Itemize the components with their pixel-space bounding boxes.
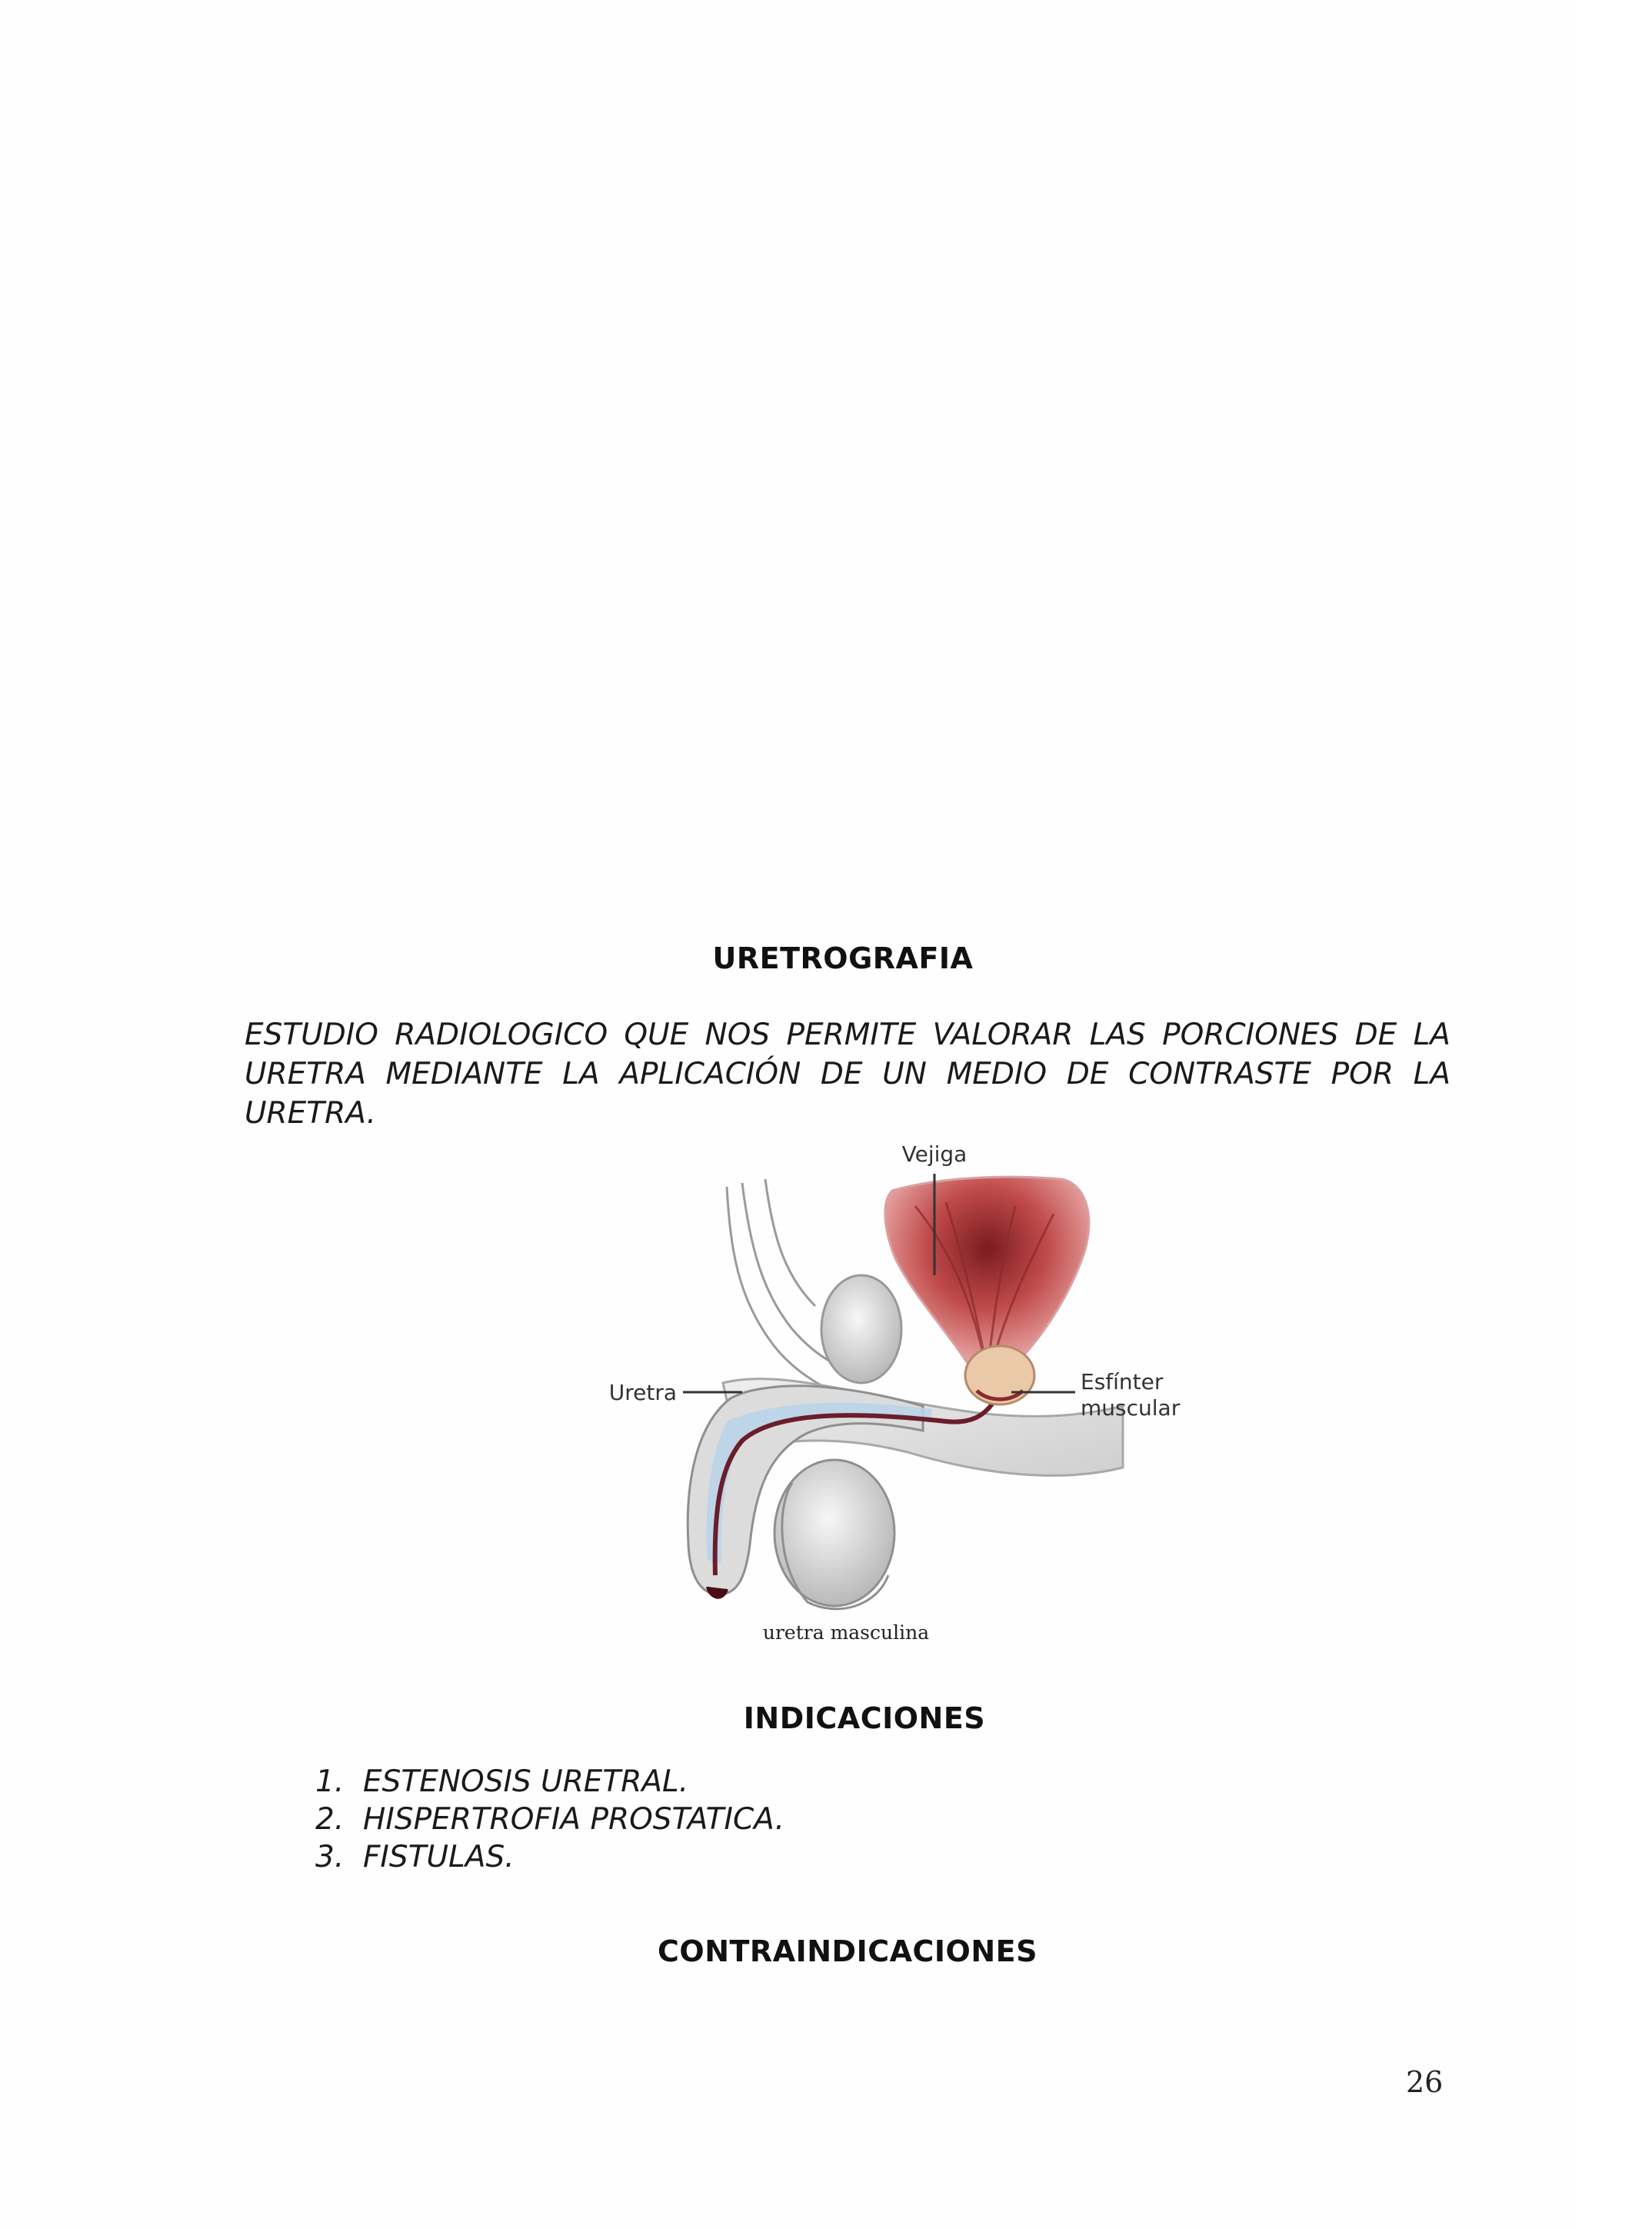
section-title-contraindicaciones: CONTRAINDICACIONES xyxy=(658,1934,1037,1968)
indicaciones-list xyxy=(315,1763,784,1876)
label-uretra: Uretra xyxy=(608,1380,677,1405)
list-item-text: ESTENOSIS URETRAL. xyxy=(363,1764,689,1799)
male-urethra-diagram xyxy=(585,1141,1181,1621)
section-title-uretrografia: URETROGRAFIA xyxy=(712,941,974,975)
label-esfinter-line1: Esfínter xyxy=(1081,1369,1164,1394)
pubic-bone xyxy=(821,1275,901,1383)
list-item-text: FISTULAS. xyxy=(363,1840,515,1874)
label-vejiga: Vejiga xyxy=(901,1141,968,1167)
label-esfinter-line2: muscular xyxy=(1081,1395,1181,1421)
list-item xyxy=(315,1838,784,1876)
list-item-number: 3. xyxy=(315,1840,345,1874)
intro-paragraph: ESTUDIO RADIOLOGICO QUE NOS PERMITE VALORAR LAS PORCIONES DE LA URETRA MEDIANTE LA APLICACIÓN DE UN MEDIO DE CONTRASTE POR LA URETRA. xyxy=(245,1018,1450,1131)
anatomy-illustration xyxy=(585,1141,1181,1621)
section-title-indicaciones: INDICACIONES xyxy=(743,1701,986,1735)
list-item xyxy=(315,1801,784,1838)
page-number: 26 xyxy=(1406,2065,1444,2099)
figure-caption: uretra masculina xyxy=(762,1621,930,1644)
list-item-number: 1. xyxy=(315,1764,345,1799)
list-item-text: HISPERTROFIA PROSTATICA. xyxy=(363,1802,784,1837)
list-item xyxy=(315,1763,784,1801)
list-item-number: 2. xyxy=(315,1802,345,1837)
testis xyxy=(774,1460,894,1606)
prostate xyxy=(965,1346,1034,1404)
